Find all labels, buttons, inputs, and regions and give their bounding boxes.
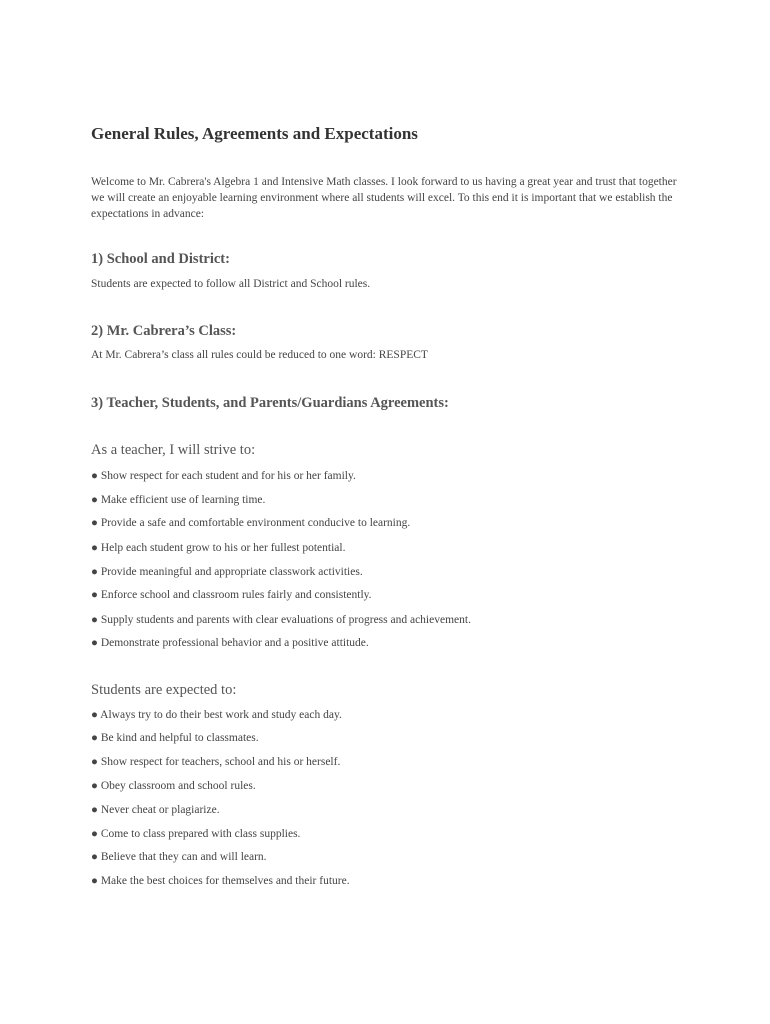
list-item: ● Help each student grow to his or her fullest potential. <box>91 542 346 554</box>
list-item: ● Enforce school and classroom rules fairly and consistently. <box>91 589 372 601</box>
teacher-heading: As a teacher, I will strive to: <box>91 442 256 458</box>
list-item: ● Obey classroom and school rules. <box>91 780 256 792</box>
list-item: ● Come to class prepared with class supplies. <box>91 828 301 840</box>
section-2-text: At Mr. Cabrera’s class all rules could be reduced to one word: RESPECT <box>91 349 428 361</box>
list-item: ● Provide meaningful and appropriate classwork activities. <box>91 566 363 578</box>
section-1-heading: 1) School and District: <box>91 251 230 267</box>
list-item: ● Show respect for teachers, school and his or herself. <box>91 756 341 768</box>
list-item: ● Make efficient use of learning time. <box>91 494 266 506</box>
list-item: ● Demonstrate professional behavior and a positive attitude. <box>91 637 369 649</box>
section-1-text: Students are expected to follow all District and School rules. <box>91 278 371 290</box>
intro-paragraph: Welcome to Mr. Cabrera's Algebra 1 and Intensive Math classes. I look forward to us having a great year and trust that together we will create an enjoyable learning environment where all students will excel. To this end it is important that we establish the expectations in advance: <box>91 176 677 220</box>
list-item: ● Always try to do their best work and study each day. <box>91 709 342 721</box>
list-item: ● Believe that they can and will learn. <box>91 851 267 863</box>
list-item: ● Show respect for each student and for his or her family. <box>91 470 356 482</box>
list-item: ● Make the best choices for themselves and their future. <box>91 875 350 887</box>
students-heading: Students are expected to: <box>91 682 237 698</box>
list-item: ● Provide a safe and comfortable environment conducive to learning. <box>91 517 411 529</box>
section-3-heading: 3) Teacher, Students, and Parents/Guardians Agreements: <box>91 395 449 411</box>
list-item: ● Never cheat or plagiarize. <box>91 804 220 816</box>
page-title: General Rules, Agreements and Expectations <box>91 124 418 143</box>
section-2-heading: 2) Mr. Cabrera’s Class: <box>91 323 237 339</box>
list-item: ● Supply students and parents with clear evaluations of progress and achievement. <box>91 614 471 626</box>
list-item: ● Be kind and helpful to classmates. <box>91 732 259 744</box>
